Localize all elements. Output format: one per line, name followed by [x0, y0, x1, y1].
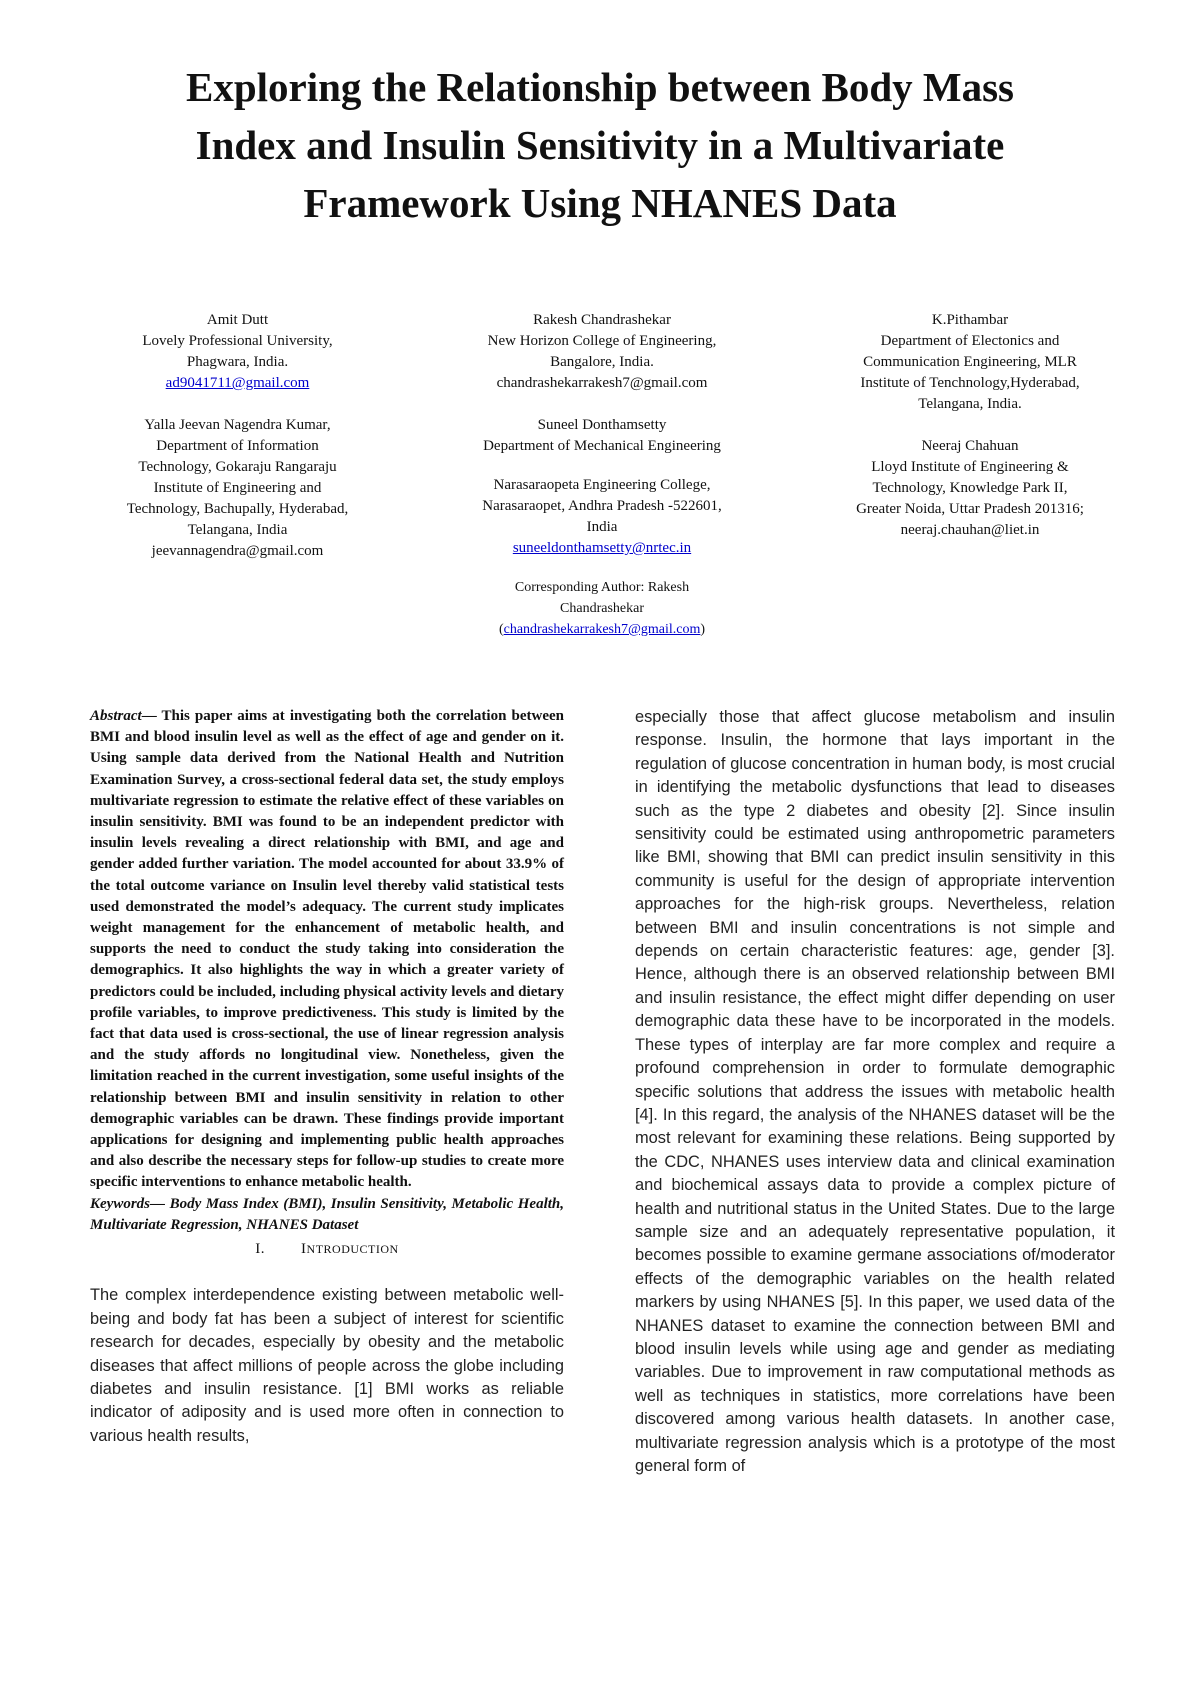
left-column — [90, 706, 564, 1448]
author-name: Rakesh Chandrashekar — [533, 312, 671, 328]
corresponding-email-wrapper: (chandrashekarrakesh7@gmail.com) — [498, 622, 706, 637]
author-affiliation: Greater Noida, Uttar Pradesh 201316; — [856, 501, 1084, 517]
title-line: Index and Insulin Sensitivity in a Multivariate — [195, 122, 1005, 168]
author-affiliation: Technology, Knowledge Park II, — [872, 480, 1068, 496]
author-affiliation: Department of Mechanical Engineering — [483, 438, 721, 454]
author-affiliation: Telangana, India — [187, 522, 288, 538]
author-email-link[interactable]: suneeldonthamsetty@nrtec.in — [512, 540, 692, 556]
keywords-text: — Body Mass Index (BMI), Insulin Sensitivity, Metabolic Health, Multivariate Regression, NHANES Dataset — [90, 1195, 564, 1233]
corresponding-email-link[interactable]: chandrashekarrakesh7@gmail.com — [503, 622, 701, 637]
author-affiliation: Institute of Tenchnology,Hyderabad, — [860, 375, 1080, 391]
author-block — [0, 310, 1200, 670]
keywords-label: Keywords — [90, 1195, 150, 1212]
keywords — [90, 1194, 564, 1236]
section-title-first: I — [301, 1241, 307, 1258]
section-number: I. — [255, 1241, 266, 1258]
author-affiliation: Technology, Bachupally, Hyderabad, — [126, 501, 349, 517]
author-name: K.Pithambar — [931, 312, 1009, 328]
corresponding-author: Chandrashekar — [560, 601, 644, 616]
author-affiliation: India — [586, 519, 618, 535]
author-name: Neeraj Chahuan — [921, 438, 1019, 454]
author-affiliation: Department of Electonics and — [880, 333, 1060, 349]
author-name: Amit Dutt — [206, 312, 269, 328]
author-affiliation: Technology, Gokaraju Rangaraju — [138, 459, 337, 475]
author-affiliation: Communication Engineering, MLR — [863, 354, 1077, 370]
right-column — [635, 706, 1115, 1478]
paper-title — [60, 58, 1140, 232]
abstract-label: Abstract — [90, 708, 142, 724]
section-title-rest: NTRODUCTION — [306, 1242, 399, 1257]
author-affiliation: Telangana, India. — [918, 396, 1022, 412]
author-affiliation: Institute of Engineering and — [153, 480, 322, 496]
author-email: jeevannagendra@gmail.com — [151, 543, 324, 559]
author-column-2 — [447, 310, 757, 640]
author-affiliation: Lovely Professional University, — [142, 333, 333, 349]
author-email: neeraj.chauhan@liet.in — [900, 522, 1040, 538]
intro-paragraph-left: The complex interdependence existing between metabolic well-being and body fat has been a subject of interest for scientific research for decades, especially by obesity and the metabolic diseases that affect millions of people across the globe including diabetes and insulin resistance. [1] BMI works as reliable indicator of adiposity and is used more often in connection to various health results, — [90, 1286, 564, 1445]
author-column-1 — [95, 310, 380, 562]
intro-paragraph-right: especially those that affect glucose metabolism and insulin response. Insulin, the hormone that lays important in the regulation of glucose concentration in human body, is most crucial in identifying the metabolic dysfunctions that lead to diseases such as the type 2 diabetes and obesity [2]. Since insulin sensitivity could be estimated using anthropometric parameters like BMI, showing that BMI can predict insulin sensitivity in this community is useful for the design of appropriate intervention approaches for the high-risk groups. Nevertheless, relation between BMI and insulin concentrations is not simple and depends on certain characteristic features: age, gender [3]. Hence, although there is an observed relationship between BMI and insulin resistance, the effect might differ depending on user demographic data these have to be incorporated in the models. These types of interplay are far more complex and require a profound comprehension in order to formulate demographic specific solutions that address the issues with metabolic health [4]. In this regard, the analysis of the NHANES dataset will be the most relevant for examining these relations. Being supported by the CDC, NHANES uses interview data and clinical examination and biochemical assays data to provide a complex picture of health and nutritional status in the United States. Due to the large sample size and an adequately representative population, it becomes possible to examine germane associations of/moderator effects of the demographic variables on the health related markers by using NHANES [5]. In this paper, we used data of the NHANES dataset to examine the connection between BMI and blood insulin levels while using age and gender as mediating variables. Due to improvement in raw computational methods as well as techniques in statistics, more correlations have been discovered among various health datasets. In another case, multivariate regression analysis which is a prototype of the most general form of — [635, 708, 1115, 1475]
author-affiliation: New Horizon College of Engineering, — [487, 333, 717, 349]
author-email-link[interactable]: ad9041711@gmail.com — [165, 375, 310, 391]
author-name: Yalla Jeevan Nagendra Kumar, — [144, 417, 331, 433]
author-affiliation: Phagwara, India. — [186, 354, 289, 370]
abstract-text: — This paper aims at investigating both the correlation between BMI and blood insulin level as well as the effect of age and gender on it. Using sample data derived from the National Health and Nutrition Examination Survey, a cross-sectional federal data set, the study employs multivariate regression to estimate the relative effect of these variables on insulin sensitivity. BMI was found to be an independent predictor with insulin levels revealing a direct relationship with BMI, and age and gender added further variation. The model accounted for about 33.9% of the total outcome variance on Insulin level thereby valid statistical tests used demonstrated the model’s adequacy. The current study implicates weight management for the enhancement of metabolic health, and supports the need to conduct the study taking into consideration the demographics. It also highlights the way in which a greater variety of predictors could be included, including physical activity levels and dietary profile variables, to improve predictiveness. This study is limited by the fact that data used is cross-sectional, the use of linear regression analysis and the study affords no longitudinal view. Nonetheless, given the limitation reached in the current investigation, some useful insights of the relationship between BMI and insulin sensitivity in relation to other demographic variables can be drawn. These findings provide important applications for designing and implementing public health approaches and also describe the necessary steps for follow-up studies to create more specific interventions to enhance metabolic health. — [90, 708, 564, 1191]
abstract — [90, 706, 564, 1194]
title-line: Exploring the Relationship between Body Mass — [185, 64, 1015, 110]
author-affiliation: Narasaraopeta Engineering College, — [493, 477, 711, 493]
author-column-3 — [820, 310, 1120, 541]
author-affiliation: Bangalore, India. — [550, 354, 654, 370]
corresponding-author: Corresponding Author: Rakesh — [514, 580, 690, 595]
author-affiliation: Lloyd Institute of Engineering & — [871, 459, 1069, 475]
author-affiliation: Department of Information — [156, 438, 319, 454]
author-email: chandrashekarrakesh7@gmail.com — [496, 375, 708, 391]
author-name: Suneel Donthamsetty — [537, 417, 667, 433]
section-heading-introduction — [90, 1238, 564, 1260]
title-line: Framework Using NHANES Data — [303, 180, 897, 226]
author-affiliation: Narasaraopet, Andhra Pradesh -522601, — [482, 498, 722, 514]
